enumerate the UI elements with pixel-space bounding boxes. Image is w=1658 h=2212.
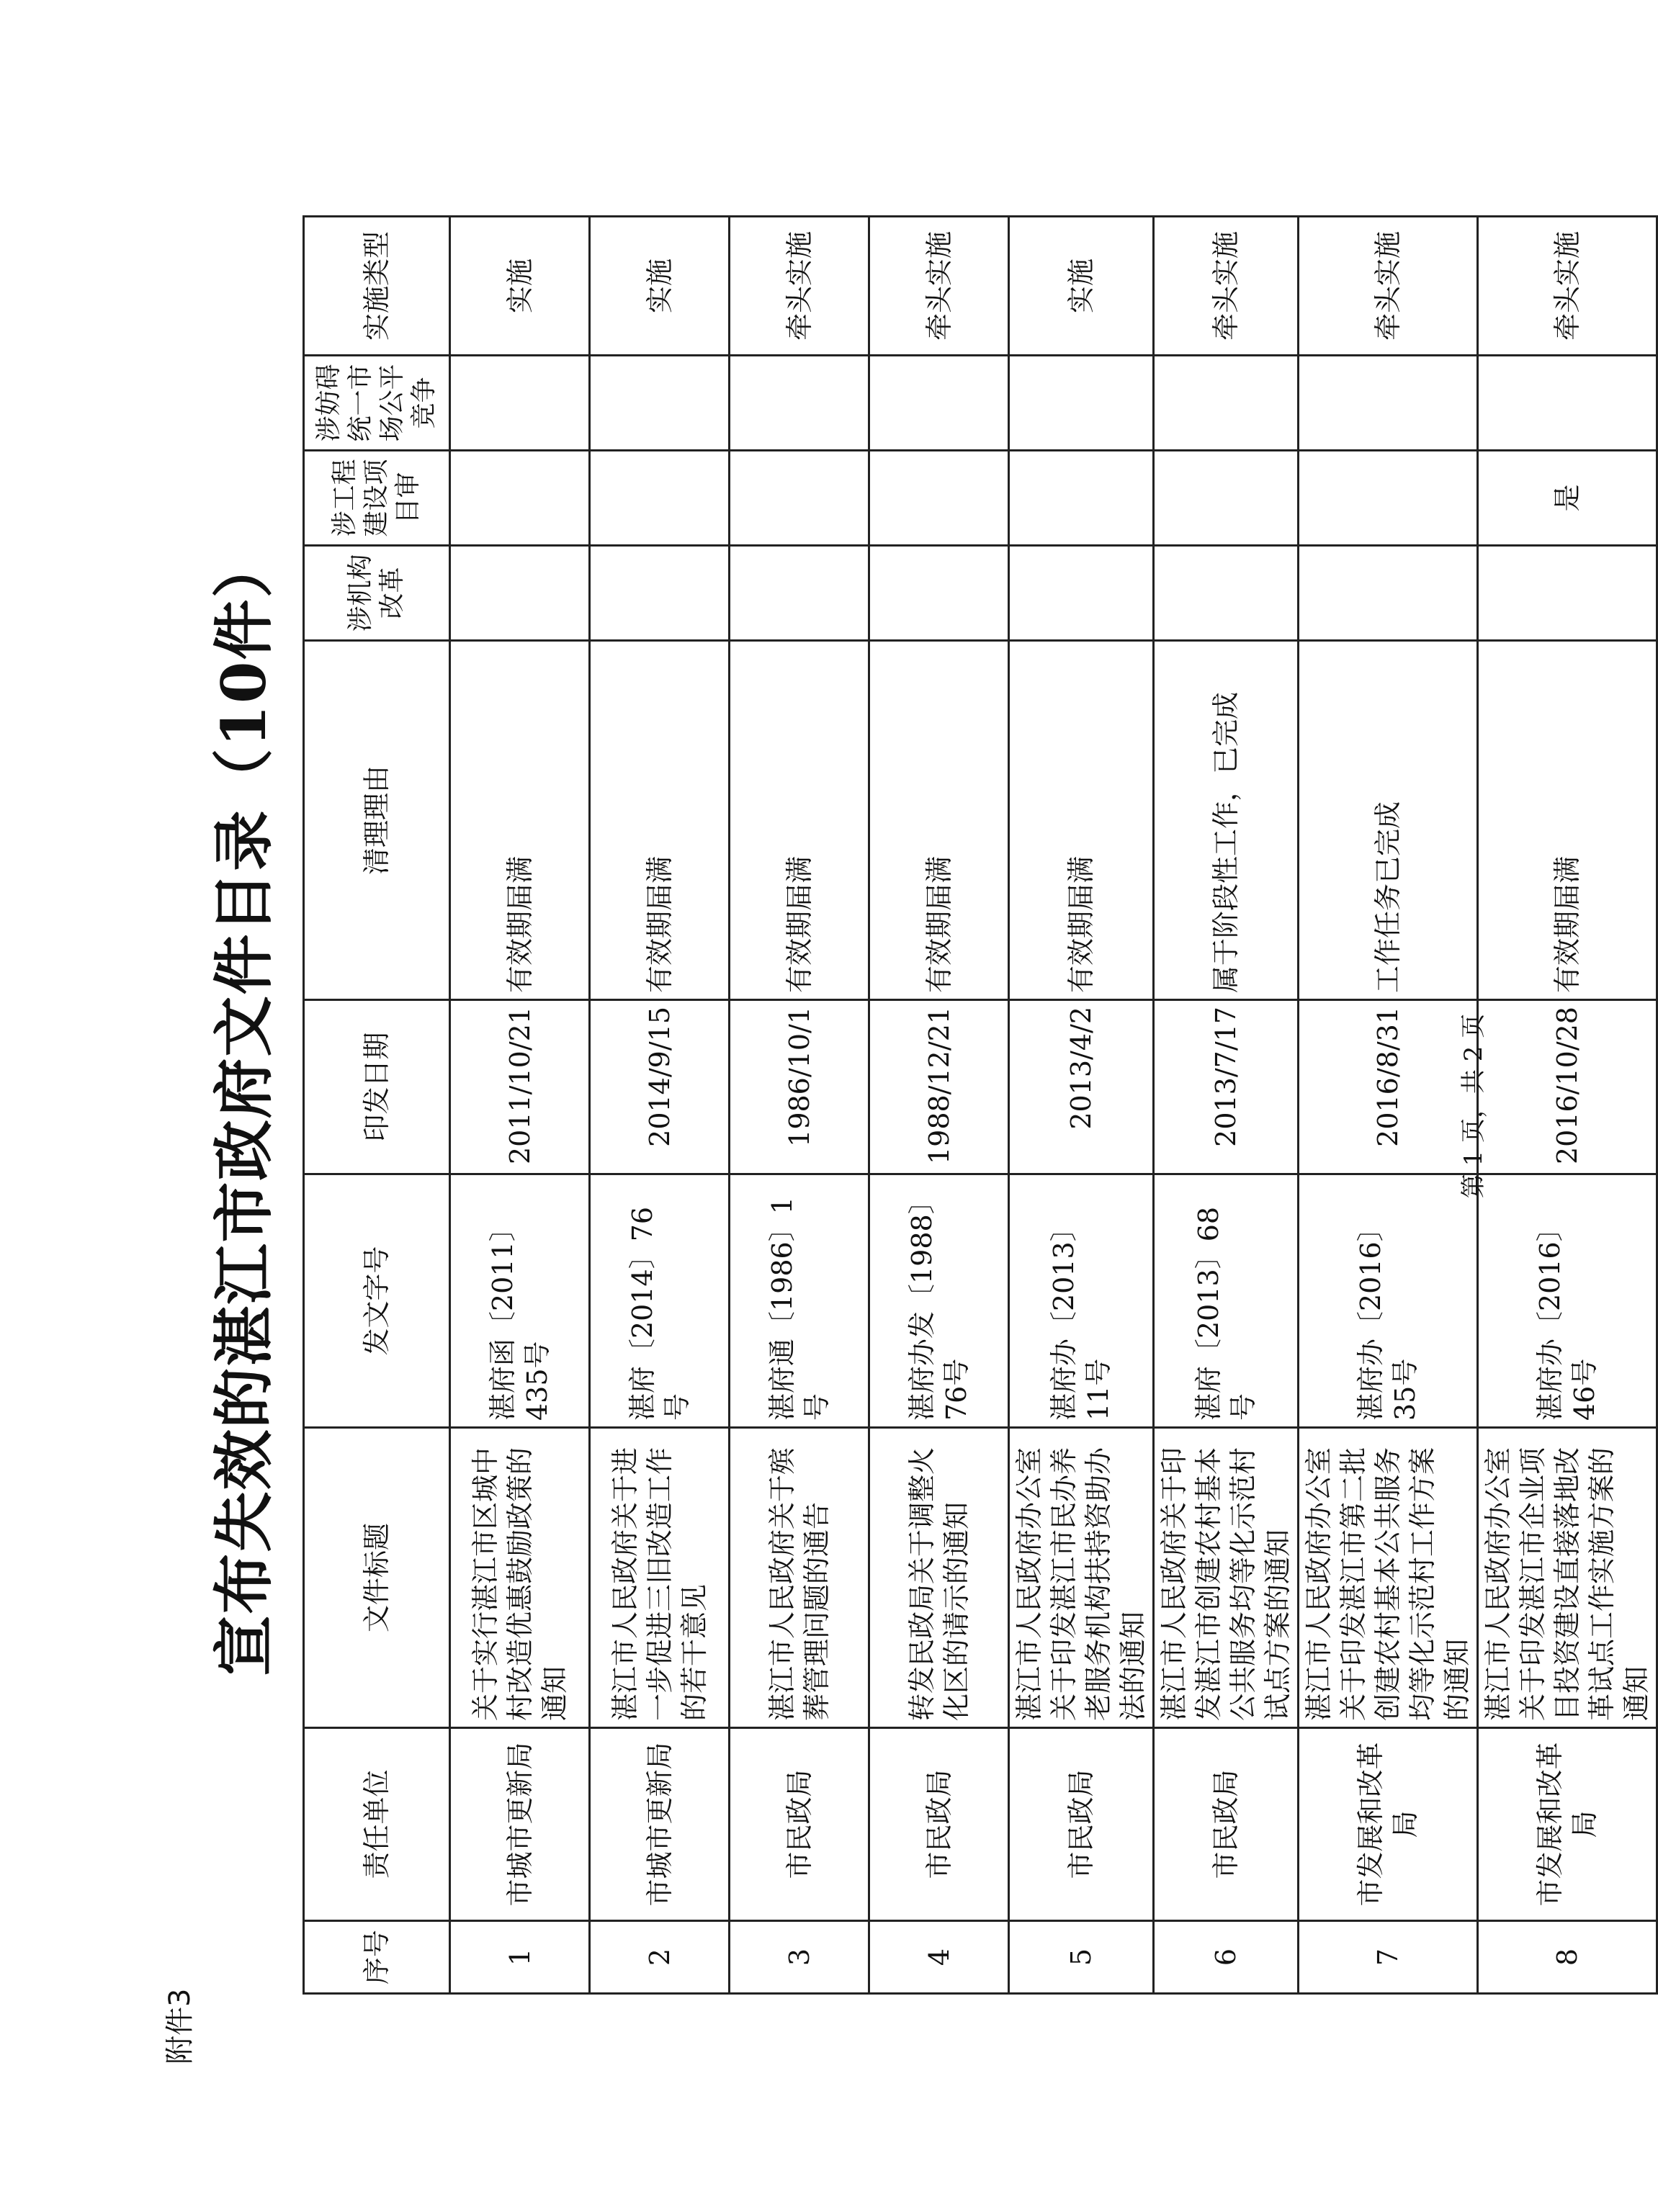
cell-competition <box>1299 356 1478 451</box>
cell-unit: 市民政局 <box>1154 1728 1299 1921</box>
cell-type: 牵头实施 <box>730 217 869 356</box>
cell-reason: 有效期届满 <box>1009 641 1154 1000</box>
cell-reform <box>730 546 869 641</box>
cell-reform <box>1478 546 1657 641</box>
cell-engineering <box>1154 451 1299 546</box>
table-row <box>730 217 869 1994</box>
header-type: 实施类型 <box>304 217 450 356</box>
cell-engineering <box>450 451 590 546</box>
cell-unit: 市城市更新局 <box>590 1728 730 1921</box>
table-row <box>590 217 730 1994</box>
cell-unit: 市发展和改革局 <box>1299 1728 1478 1921</box>
cell-engineering: 是 <box>1478 451 1657 546</box>
cell-no: 3 <box>730 1921 869 1994</box>
cell-reason: 工作任务已完成 <box>1299 641 1478 1000</box>
table-row <box>1154 217 1299 1994</box>
cell-no: 5 <box>1009 1921 1154 1994</box>
cell-competition <box>1009 356 1154 451</box>
header-competition: 涉妨碍统一市场公平竞争 <box>304 356 450 451</box>
cell-date: 2013/7/17 <box>1154 1000 1299 1174</box>
cell-type: 实施 <box>590 217 730 356</box>
cell-reason: 有效期届满 <box>450 641 590 1000</box>
cell-type: 实施 <box>1009 217 1154 356</box>
cell-title: 湛江市人民政府办公室关于印发湛江市企业项目投资建设直接落地改革试点工作实施方案的通知 <box>1478 1428 1657 1728</box>
cell-unit: 市发展和改革局 <box>1478 1728 1657 1921</box>
cell-competition <box>1154 356 1299 451</box>
header-unit: 责任单位 <box>304 1728 450 1921</box>
cell-reason: 属于阶段性工作，已完成 <box>1154 641 1299 1000</box>
cell-no: 6 <box>1154 1921 1299 1994</box>
cell-competition <box>1478 356 1657 451</box>
cell-reform <box>450 546 590 641</box>
header-reason: 清理理由 <box>304 641 450 1000</box>
cell-no: 7 <box>1299 1921 1478 1994</box>
table-row <box>1478 217 1657 1994</box>
cell-type: 牵头实施 <box>1299 217 1478 356</box>
cell-title: 湛江市人民政府办公室关于印发湛江市第二批创建农村基本公共服务均等化示范村工作方案的通知 <box>1299 1428 1478 1728</box>
cell-doc-no: 湛府办〔2016〕46号 <box>1478 1174 1657 1428</box>
cell-date: 2013/4/2 <box>1009 1000 1154 1174</box>
cell-doc-no: 湛府〔2014〕76号 <box>590 1174 730 1428</box>
cell-doc-no: 湛府〔2013〕68号 <box>1154 1174 1299 1428</box>
cell-doc-no: 湛府办〔2013〕11号 <box>1009 1174 1154 1428</box>
cell-date: 2016/10/28 <box>1478 1000 1657 1174</box>
header-no: 序号 <box>304 1921 450 1994</box>
cell-engineering <box>590 451 730 546</box>
table-header-row <box>304 217 450 1994</box>
cell-type: 牵头实施 <box>1154 217 1299 356</box>
cell-engineering <box>1299 451 1478 546</box>
cell-unit: 市民政局 <box>730 1728 869 1921</box>
cell-date: 1986/10/1 <box>730 1000 869 1174</box>
cell-reform <box>590 546 730 641</box>
cell-reason: 有效期届满 <box>590 641 730 1000</box>
cell-no: 8 <box>1478 1921 1657 1994</box>
cell-reform <box>1154 546 1299 641</box>
cell-reason: 有效期届满 <box>1478 641 1657 1000</box>
header-title: 文件标题 <box>304 1428 450 1728</box>
cell-date: 2014/9/15 <box>590 1000 730 1174</box>
cell-doc-no: 湛府函〔2011〕435号 <box>450 1174 590 1428</box>
cell-title: 湛江市人民政府关于印发湛江市创建农村基本公共服务均等化示范村试点方案的通知 <box>1154 1428 1299 1728</box>
cell-reform <box>869 546 1009 641</box>
cell-unit: 市民政局 <box>869 1728 1009 1921</box>
cell-doc-no: 湛府办发〔1988〕76号 <box>869 1174 1009 1428</box>
page-title: 宣布失效的湛江市政府文件目录（10件） <box>208 536 279 1676</box>
cell-unit: 市民政局 <box>1009 1728 1154 1921</box>
cell-title: 湛江市人民政府关于进一步促进三旧改造工作的若干意见 <box>590 1428 730 1728</box>
cell-engineering <box>869 451 1009 546</box>
cell-title: 关于实行湛江市区城中村改造优惠鼓励政策的通知 <box>450 1428 590 1728</box>
header-doc-no: 发文字号 <box>304 1174 450 1428</box>
cell-engineering <box>730 451 869 546</box>
cell-competition <box>450 356 590 451</box>
table-row <box>1299 217 1478 1994</box>
cell-unit: 市城市更新局 <box>450 1728 590 1921</box>
header-engineering: 涉工程建设项目审 <box>304 451 450 546</box>
cell-date: 1988/12/21 <box>869 1000 1009 1174</box>
cell-title: 转发民政局关于调整火化区的请示的通知 <box>869 1428 1009 1728</box>
cell-type: 牵头实施 <box>869 217 1009 356</box>
cell-type: 实施 <box>450 217 590 356</box>
cell-doc-no: 湛府办〔2016〕35号 <box>1299 1174 1478 1428</box>
attachment-label: 附件3 <box>163 1988 197 2064</box>
cell-date: 2011/10/21 <box>450 1000 590 1174</box>
header-date: 印发日期 <box>304 1000 450 1174</box>
cell-competition <box>730 356 869 451</box>
cell-type: 牵头实施 <box>1478 217 1657 356</box>
cell-competition <box>590 356 730 451</box>
cell-no: 1 <box>450 1921 590 1994</box>
cell-reason: 有效期届满 <box>869 641 1009 1000</box>
cell-reform <box>1009 546 1154 641</box>
cell-reason: 有效期届满 <box>730 641 869 1000</box>
table-row <box>1009 217 1154 1994</box>
cell-date: 2016/8/31 <box>1299 1000 1478 1174</box>
cell-reform <box>1299 546 1478 641</box>
cell-no: 4 <box>869 1921 1009 1994</box>
cell-doc-no: 湛府通〔1986〕1号 <box>730 1174 869 1428</box>
cell-engineering <box>1009 451 1154 546</box>
cell-title: 湛江市人民政府关于殡葬管理问题的通告 <box>730 1428 869 1728</box>
page-footer: 第 1 页，共 2 页 <box>1459 1013 1488 1199</box>
cell-competition <box>869 356 1009 451</box>
cell-title: 湛江市人民政府办公室关于印发湛江市民办养老服务机构扶持资助办法的通知 <box>1009 1428 1154 1728</box>
header-reform: 涉机构改革 <box>304 546 450 641</box>
cell-no: 2 <box>590 1921 730 1994</box>
table-row <box>450 217 590 1994</box>
table-row <box>869 217 1009 1994</box>
